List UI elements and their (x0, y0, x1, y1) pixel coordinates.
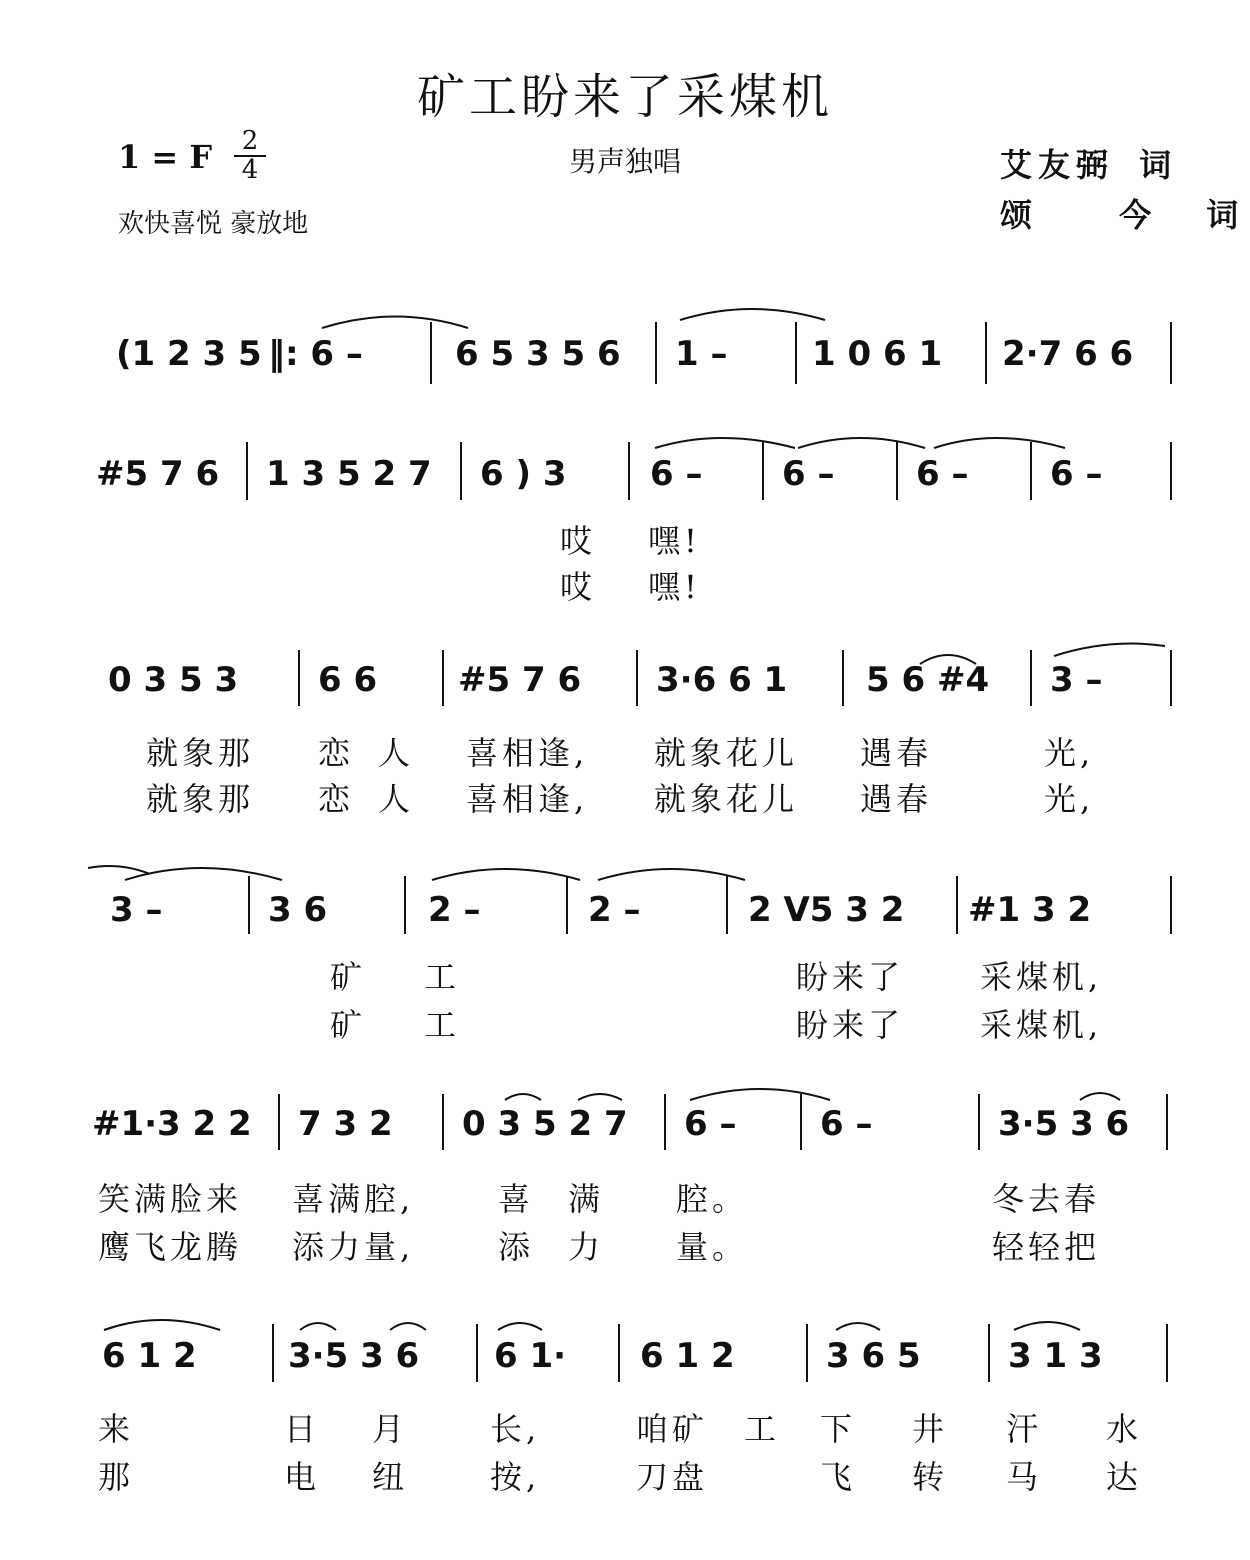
lyric: 鹰飞龙腾 (98, 1228, 243, 1266)
lyric: 喜 (498, 1180, 535, 1218)
lyric: 电 (284, 1458, 321, 1496)
lyric: 矿 (330, 1006, 367, 1044)
page-title: 矿工盼来了采煤机 (416, 69, 833, 125)
lyric: 采煤机, (980, 1006, 1103, 1044)
lyric: 恋 (318, 734, 355, 772)
lyric: 满 (568, 1180, 605, 1218)
measure: 6 – (650, 454, 703, 494)
lyric: 遇春 (860, 780, 933, 818)
lyric: 力 (568, 1228, 605, 1266)
measure: 3 6 5 (826, 1336, 921, 1376)
measure: 3·6 6 1 (656, 660, 788, 700)
lyric: 添 (498, 1228, 535, 1266)
measure: 3·5 3 6 (998, 1104, 1130, 1144)
measure: #1 3 2 (968, 890, 1092, 930)
lyric: 就象花儿 (654, 734, 799, 772)
measure: 6 ) 3 (480, 454, 567, 494)
lyric: 嘿! (648, 522, 701, 560)
lyric: 日 (284, 1410, 321, 1448)
tempo-marking: 欢快喜悦 豪放地 (118, 209, 309, 239)
measure: 6 6 (318, 660, 378, 700)
measure: 7 3 2 (298, 1104, 393, 1144)
lyric: 按, (490, 1458, 541, 1496)
lyric: 来 (98, 1410, 135, 1448)
measure: #5 7 6 (458, 660, 582, 700)
lyric: 咱矿 (636, 1410, 709, 1448)
lyric: 下 (820, 1410, 857, 1448)
measure: 3 1 3 (1008, 1336, 1103, 1376)
lyric: 采煤机, (980, 958, 1103, 996)
lyric: 冬去春 (992, 1180, 1101, 1218)
lyric: 哎 (560, 522, 597, 560)
measure: 1 – (675, 334, 728, 374)
lyric: 腔。 (676, 1180, 749, 1218)
measure: (1 2 3 5 (116, 334, 262, 374)
lyric: 矿 (330, 958, 367, 996)
lyric: 喜满腔, (292, 1180, 415, 1218)
measure: 3 – (1050, 660, 1103, 700)
measure: 0 3 5 3 (108, 660, 239, 700)
measure: #1·3 2 2 (92, 1104, 252, 1144)
lyric: 长, (490, 1410, 541, 1448)
lyric: 工 (424, 1006, 461, 1044)
lyric: 添力量, (292, 1228, 415, 1266)
performer: 男声独唱 (568, 145, 681, 178)
lyric: 飞 (820, 1458, 857, 1496)
measure: 1 0 6 1 (812, 334, 943, 374)
lyric: 月 (372, 1410, 409, 1448)
lyric: 水 (1106, 1410, 1143, 1448)
lyric: 那 (98, 1458, 135, 1496)
credit-role: 词 (1139, 146, 1178, 184)
measure: #5 7 6 (96, 454, 220, 494)
meter-top: 2 (241, 126, 259, 156)
credit-role: 词 (1206, 196, 1245, 234)
lyric: 达 (1106, 1458, 1143, 1496)
measure: 6 – (1050, 454, 1103, 494)
lyric: 就象那 (146, 780, 255, 818)
lyric: 就象那 (146, 734, 255, 772)
measure: 6 1 2 (640, 1336, 735, 1376)
lyric: 人 (378, 734, 415, 772)
measure: 6 – (684, 1104, 737, 1144)
lyric: 哎 (560, 568, 597, 606)
measure: 2 – (588, 890, 641, 930)
credit-name: 颂 今 (1000, 196, 1190, 234)
lyric: 盼来了 (796, 958, 905, 996)
lyric: 马 (1006, 1458, 1043, 1496)
lyric: 喜相逢, (466, 734, 589, 772)
credit-2 (1000, 190, 1244, 236)
measure: 1 3 5 2 7 (266, 454, 432, 494)
measure: 6 – (916, 454, 969, 494)
lyric: 笑满脸来 (98, 1180, 243, 1218)
measure: 6 1· (494, 1336, 567, 1376)
lyric: 井 (912, 1410, 949, 1448)
measure: 2·7 6 6 (1002, 334, 1134, 374)
measure: 2 V5 3 2 (748, 890, 905, 930)
lyric: 纽 (372, 1458, 409, 1496)
lyric: 工 (744, 1410, 781, 1448)
lyric: 量。 (676, 1228, 749, 1266)
lyric: 光, (1044, 734, 1095, 772)
measure: 6 5 3 5 6 (455, 334, 621, 374)
lyric: 刀盘 (636, 1458, 709, 1496)
measure: 3 – (110, 890, 163, 930)
lyric: 喜相逢, (466, 780, 589, 818)
lyric: 轻轻把 (992, 1228, 1101, 1266)
measure: ‖: 6 – (268, 334, 363, 374)
key-signature: 1 = F (118, 138, 213, 176)
measure: 0 3 5 2 7 (462, 1104, 628, 1144)
lyric: 汗 (1006, 1410, 1043, 1448)
credit-1 (1000, 140, 1177, 186)
lyric: 人 (378, 780, 415, 818)
lyric: 光, (1044, 780, 1095, 818)
measure: 3·5 3 6 (288, 1336, 420, 1376)
lyric: 盼来了 (796, 1006, 905, 1044)
lyric: 恋 (318, 780, 355, 818)
lyric: 转 (912, 1458, 949, 1496)
measure: 3 6 (268, 890, 328, 930)
lyric: 就象花儿 (654, 780, 799, 818)
measure: 6 – (820, 1104, 873, 1144)
credit-name: 艾友弼 (1000, 146, 1115, 184)
measure: 2 – (428, 890, 481, 930)
measure: 6 – (782, 454, 835, 494)
lyric: 遇春 (860, 734, 933, 772)
lyric: 嘿! (648, 568, 701, 606)
measure: 6 1 2 (102, 1336, 197, 1376)
measure: 5 6 #4 (866, 660, 990, 700)
meter-bottom: 4 (241, 155, 259, 185)
lyric: 工 (424, 958, 461, 996)
